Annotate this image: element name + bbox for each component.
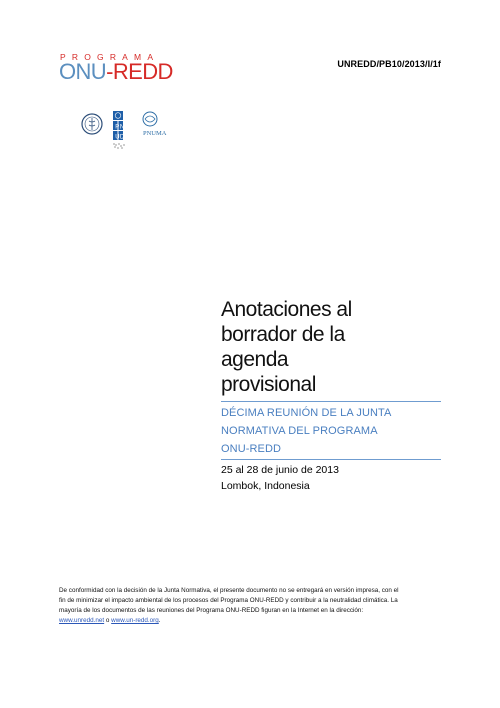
- logo-onu: ONU: [59, 59, 107, 84]
- meeting-subtitle: [221, 402, 441, 459]
- onu-redd-logo: [59, 52, 199, 83]
- footnote-line-3: mayoría de los documentos de las reuniones del Programa ONU-REDD figuran en la Internet en la dirección:: [59, 607, 364, 614]
- footnote-end: .: [158, 617, 161, 624]
- unep-logo: [143, 112, 167, 137]
- document-title-line-4: provisional: [221, 373, 316, 396]
- footnote-line-2: fin de minimizar el impacto ambiental de los procesos del Programa ONU-REDD y contribuir a la neutralidad climática. La: [59, 597, 398, 604]
- pnud-letter-p: P: [115, 124, 120, 131]
- fao-logo: [82, 114, 102, 134]
- meeting-subtitle-line-1: DÉCIMA REUNIÓN DE LA JUNTA: [221, 407, 392, 419]
- document-code: UNREDD/PB10/2013/I/1f: [337, 59, 441, 69]
- logo-programa-text: PROGRAMA: [60, 52, 160, 62]
- partner-logos-graphic: [80, 110, 180, 152]
- pnud-letter-d: D: [119, 134, 125, 141]
- title-block: [221, 297, 441, 494]
- meeting-subtitle-line-3: ONU-REDD: [221, 443, 282, 455]
- footnote-line-1: De conformidad con la decisión de la Junta Normativa, el presente documento no se entregará en versión impresa, con el: [59, 587, 399, 594]
- meeting-subtitle-line-2: NORMATIVA DEL PROGRAMA: [221, 425, 378, 437]
- document-title-line-3: agenda: [221, 348, 289, 371]
- pnud-letter-u: U: [115, 134, 120, 141]
- footnote: [59, 586, 443, 626]
- footnote-separator: o: [104, 617, 112, 624]
- logo-dash: -: [106, 59, 113, 84]
- unredd-net-link[interactable]: www.unredd.net: [59, 617, 105, 624]
- footnote-links: [59, 616, 443, 626]
- meeting-dates: 25 al 28 de junio de 2013: [221, 464, 339, 476]
- pnud-letter-n: N: [119, 124, 125, 131]
- meeting-details: [221, 460, 441, 494]
- logo-redd: REDD: [112, 59, 173, 84]
- document-title-line-1: Anotaciones al: [221, 298, 352, 321]
- pnuma-label: PNUMA: [143, 130, 167, 137]
- undp-logo: [113, 111, 125, 149]
- un-redd-org-link[interactable]: www.un-redd.org: [111, 617, 159, 624]
- partner-logos: [80, 110, 180, 150]
- logo-onu-redd-text: [59, 61, 199, 83]
- meeting-location: Lombok, Indonesia: [221, 480, 310, 492]
- document-title-line-2: borrador de la: [221, 323, 345, 346]
